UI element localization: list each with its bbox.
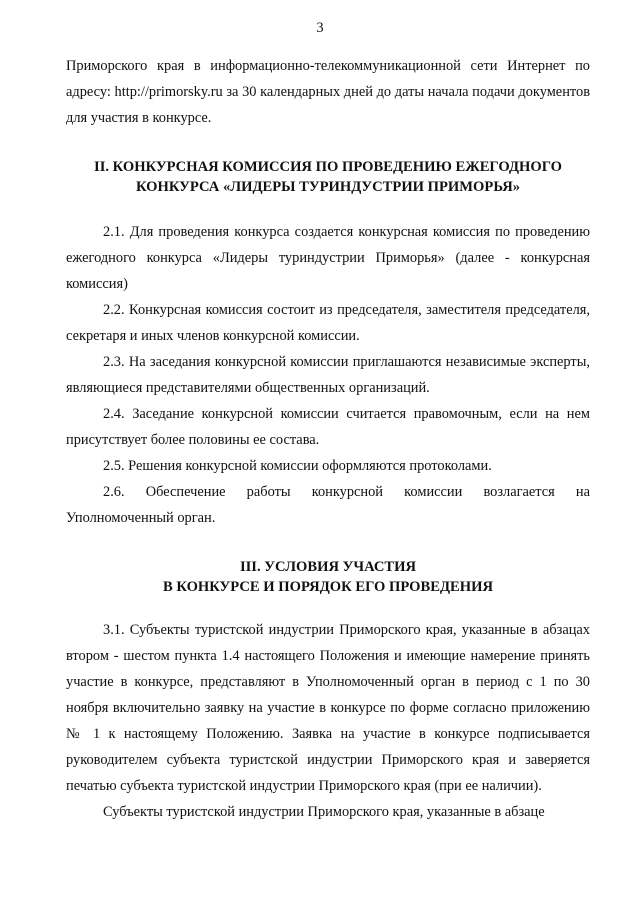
document-body xyxy=(66,53,590,825)
paragraph-3-2: Субъекты туристской индустрии Приморского края, указанные в абзаце xyxy=(103,804,545,820)
paragraph-2-6: 2.6. Обеспечение работы конкурсной комиссии возлагается на Уполномоченный орган. xyxy=(66,484,590,526)
paragraph-2-2: 2.2. Конкурсная комиссия состоит из председателя, заместителя председателя, секретаря и иных членов конкурсной комиссии. xyxy=(66,302,590,344)
section-3-heading-line1: III. УСЛОВИЯ УЧАСТИЯ xyxy=(239,559,417,575)
intro-paragraph: Приморского края в информационно-телекоммуникационной сети Интернет по адресу: http://primorsky.ru за 30 календарных дней до даты начала подачи документов для участия в конкурсе. xyxy=(66,58,590,126)
paragraph-2-1: 2.1. Для проведения конкурса создается конкурсная комиссия по проведению ежегодного конкурса «Лидеры туриндустрии Приморья» (далее - конкурсная комиссия) xyxy=(66,224,590,292)
paragraph-2-4: 2.4. Заседание конкурсной комиссии считается правомочным, если на нем присутствует более половины ее состава. xyxy=(66,406,590,448)
paragraph-2-3: 2.3. На заседания конкурсной комиссии приглашаются независимые эксперты, являющиеся представителями общественных организаций. xyxy=(66,354,590,396)
section-3-heading xyxy=(66,557,590,597)
page-number: 3 xyxy=(316,20,324,36)
section-2-heading xyxy=(66,157,590,197)
section-3-heading-line2: В КОНКУРСЕ И ПОРЯДОК ЕГО ПРОВЕДЕНИЯ xyxy=(162,579,494,595)
paragraph-3-1: 3.1. Субъекты туристской индустрии Приморского края, указанные в абзацах втором - шестом пункта 1.4 настоящего Положения и имеющие намерение принять участие в конкурсе, представляют в Уполномоченный орган в период с 1 по 30 ноября включительно заявку на участие в конкурсе по форме согласно приложению № 1 к настоящему Положению. Заявка на участие в конкурсе подписывается руководителем субъекта туристской индустрии Приморского края и заверяется печатью субъекта туристской индустрии Приморского края (при ее наличии). xyxy=(66,622,590,794)
section-2-heading-line1: II. КОНКУРСНАЯ КОМИССИЯ ПО ПРОВЕДЕНИЮ ЕЖЕГОДНОГО xyxy=(94,159,562,175)
section-2-heading-line2: КОНКУРСА «ЛИДЕРЫ ТУРИНДУСТРИИ ПРИМОРЬЯ» xyxy=(135,179,521,195)
paragraph-2-5: 2.5. Решения конкурсной комиссии оформляются протоколами. xyxy=(103,458,492,474)
